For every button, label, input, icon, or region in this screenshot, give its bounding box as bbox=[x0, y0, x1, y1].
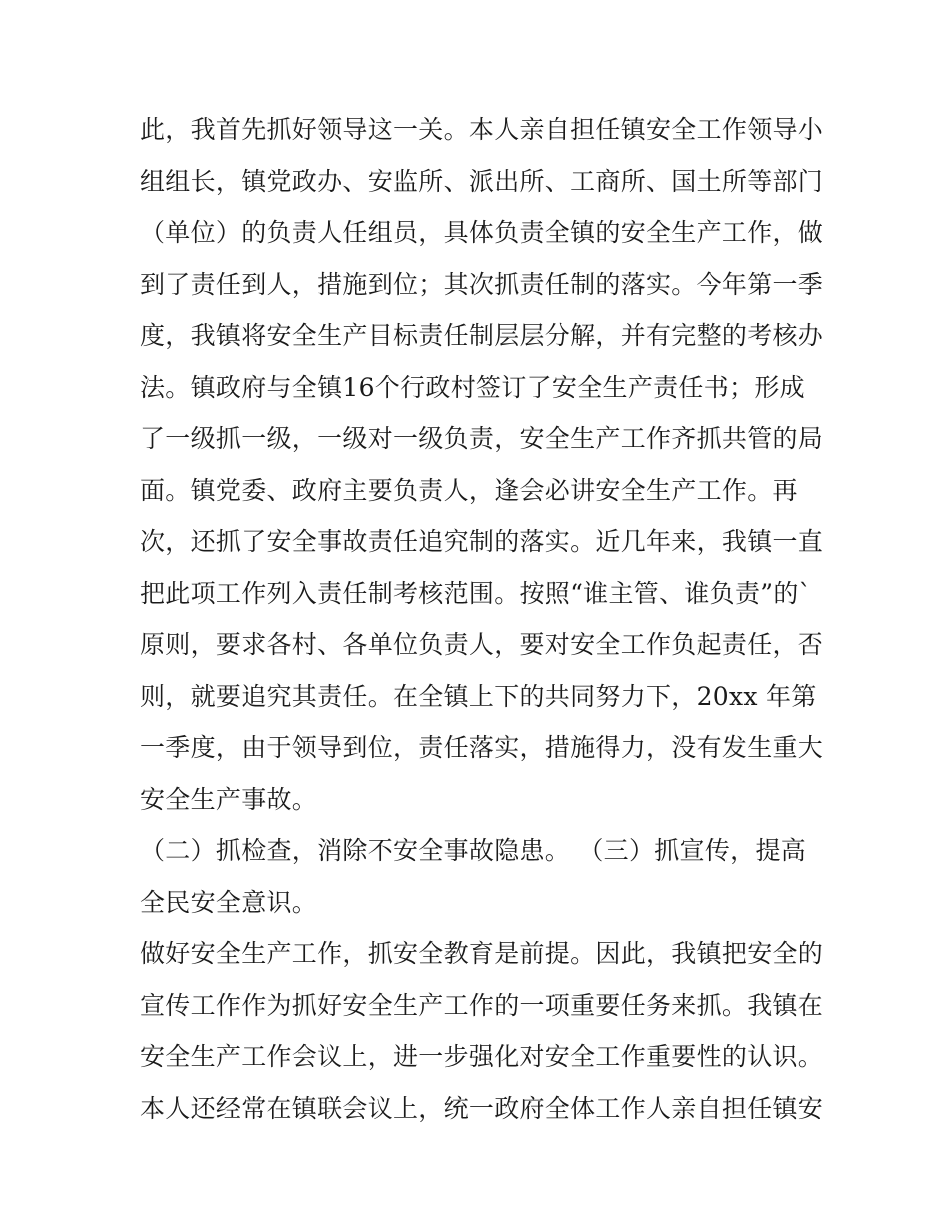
text-line: 此，我首先抓好领导这一关。本人亲自担任镇安全工作领导小 bbox=[140, 115, 824, 144]
text-line: 法。镇政府与全镇16个行政村签订了安全生产责任书；形成 bbox=[140, 372, 805, 402]
text-line: 全民安全意识。 bbox=[140, 887, 318, 917]
text-line: 次，还抓了安全事故责任追究制的落实。近几年来，我镇一直 bbox=[140, 527, 824, 556]
text-line: 原则，要求各村、各单位负责人，要对安全工作负起责任，否 bbox=[140, 630, 824, 659]
text-line: 一季度，由于领导到位，责任落实，措施得力，没有发生重大 bbox=[140, 733, 824, 762]
document-body bbox=[140, 104, 824, 1134]
text-line: 宣传工作作为抓好安全生产工作的一项重要任务来抓。我镇在 bbox=[140, 990, 824, 1020]
text-line: 了一级抓一级，一级对一级负责，安全生产工作齐抓共管的局 bbox=[140, 424, 824, 453]
text-line: 本人还经常在镇联会议上，统一政府全体工作人亲自担任镇安 bbox=[140, 1093, 824, 1123]
text-line: （单位）的负责人任组员，具体负责全镇的安全生产工作，做 bbox=[140, 218, 824, 247]
text-line: 组组长，镇党政办、安监所、派出所、工商所、国土所等部门 bbox=[140, 166, 824, 196]
text-line: 度，我镇将安全生产目标责任制层层分解，并有完整的考核办 bbox=[140, 321, 824, 350]
text-line: 安全生产工作会议上，进一步强化对安全工作重要性的认识。 bbox=[140, 1042, 824, 1071]
text-line: 到了责任到人，措施到位；其次抓责任制的落实。今年第一季 bbox=[140, 269, 824, 299]
text-line: 做好安全生产工作，抓安全教育是前提。因此，我镇把安全的 bbox=[140, 939, 824, 968]
text-line: 把此项工作列入责任制考核范围。按照“谁主管、谁负责”的` bbox=[140, 578, 812, 608]
section-heading-line: （二）抓检查，消除不安全事故隐患。 （三）抓宣传，提高 bbox=[140, 836, 807, 865]
text-line: 安全生产事故。 bbox=[140, 784, 318, 814]
text-line: 面。镇党委、政府主要负责人，逢会必讲安全生产工作。再 bbox=[140, 475, 798, 505]
text-line: 则，就要追究其责任。在全镇上下的共同努力下，20xx 年第 bbox=[140, 681, 817, 711]
